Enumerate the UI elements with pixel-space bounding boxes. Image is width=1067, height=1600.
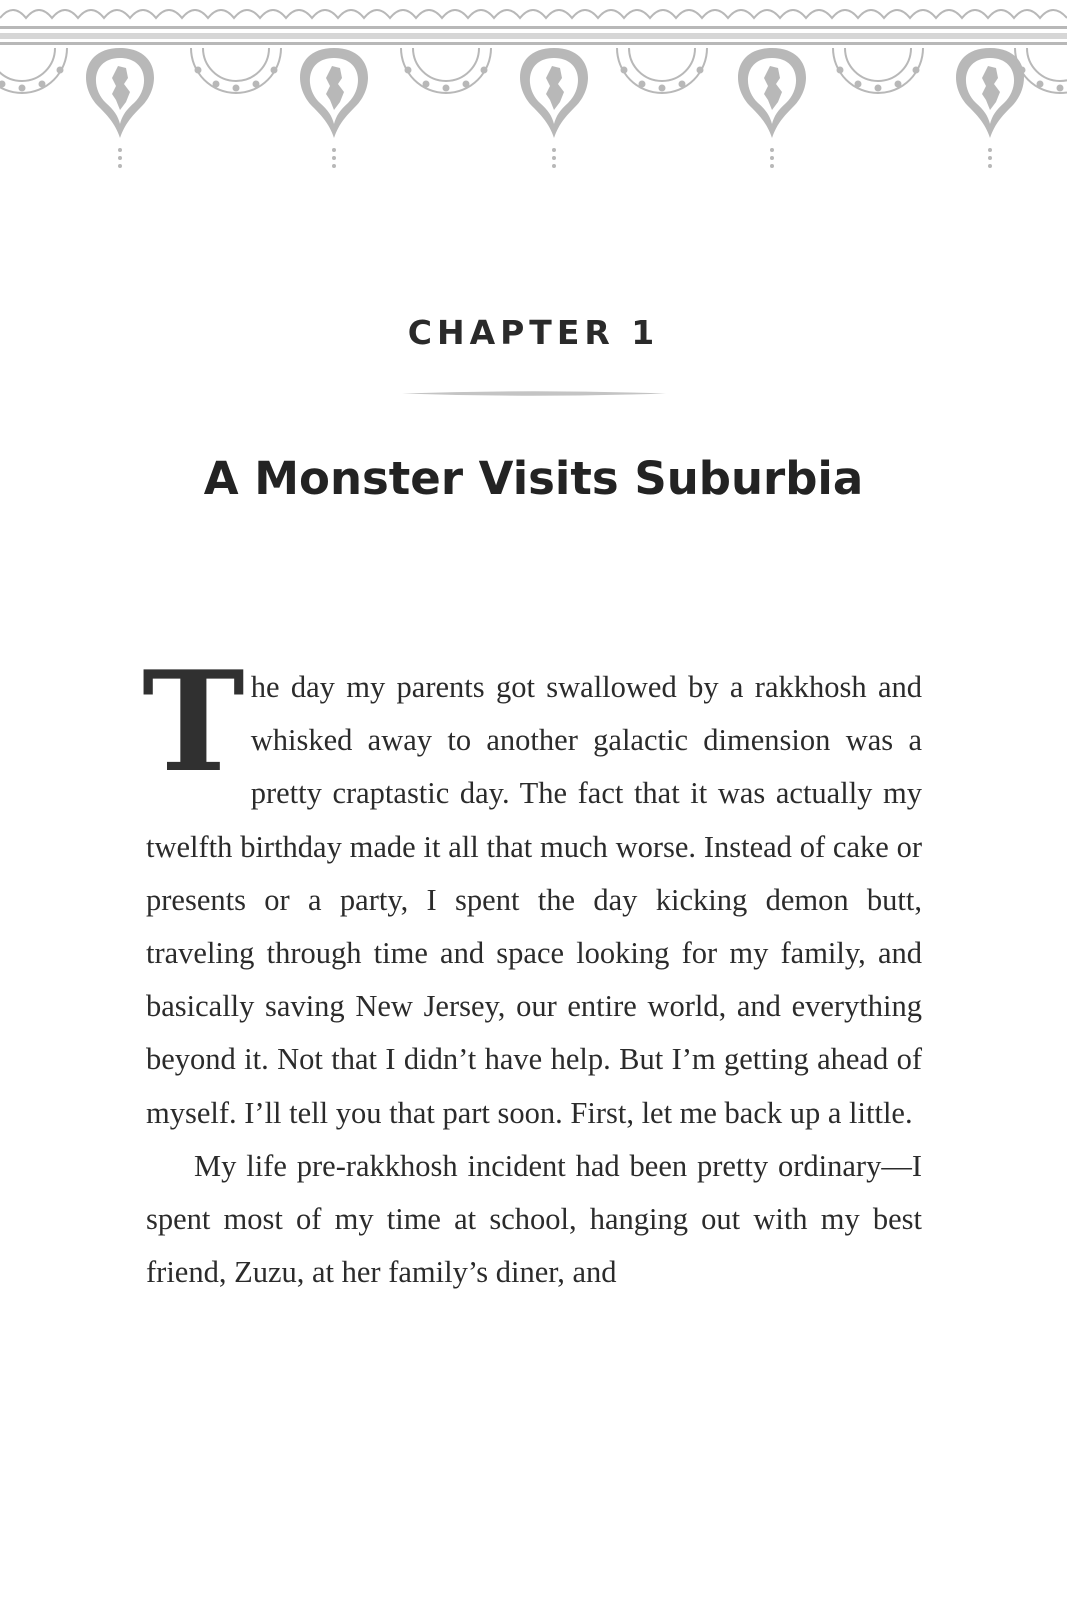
map-pendant — [86, 48, 154, 168]
map-pendant — [300, 48, 368, 168]
border-band-top — [0, 26, 1067, 29]
medallion — [401, 48, 491, 93]
border-band-dots — [0, 33, 1067, 39]
chapter-title: A Monster Visits Suburbia — [203, 452, 864, 505]
chapter-divider — [402, 390, 666, 397]
drop-cap: T — [142, 640, 245, 803]
map-pendant — [956, 48, 1024, 168]
chapter-number: CHAPTER 1 — [407, 313, 660, 352]
map-pendant — [520, 48, 588, 168]
medallion — [191, 48, 281, 93]
paragraph-2: My life pre-rakkhosh incident had been pretty ordinary—I spent most of my time at school, hanging out with my best friend, Zuzu, at her family’s diner, and — [146, 1148, 922, 1290]
medallion — [833, 48, 923, 93]
decorative-border-ornament — [0, 0, 1067, 175]
map-pendant — [738, 48, 806, 168]
medallion — [0, 48, 67, 93]
body-text — [142, 640, 922, 1299]
paragraph-1-text: he day my parents got swallowed by a rakkhosh and whisked away to another galactic dimension was a pretty craptastic day. The fact that it was actually my twelfth birthday made it all that much worse. Instead of cake or presents or a party, I spent the day kicking demon butt, traveling through time and space looking for my family, and basically saving New Jersey, our entire world, and everything beyond it. Not that I didn’t have help. But I’m getting ahead of myself. I’ll tell you that part soon. First, let me back up a little. — [146, 670, 922, 1130]
pendant-row — [86, 48, 1024, 168]
medallion — [617, 48, 707, 93]
paragraph-1 — [142, 640, 922, 1140]
scallop-row — [0, 10, 1067, 18]
border-band-bottom — [0, 42, 1067, 45]
